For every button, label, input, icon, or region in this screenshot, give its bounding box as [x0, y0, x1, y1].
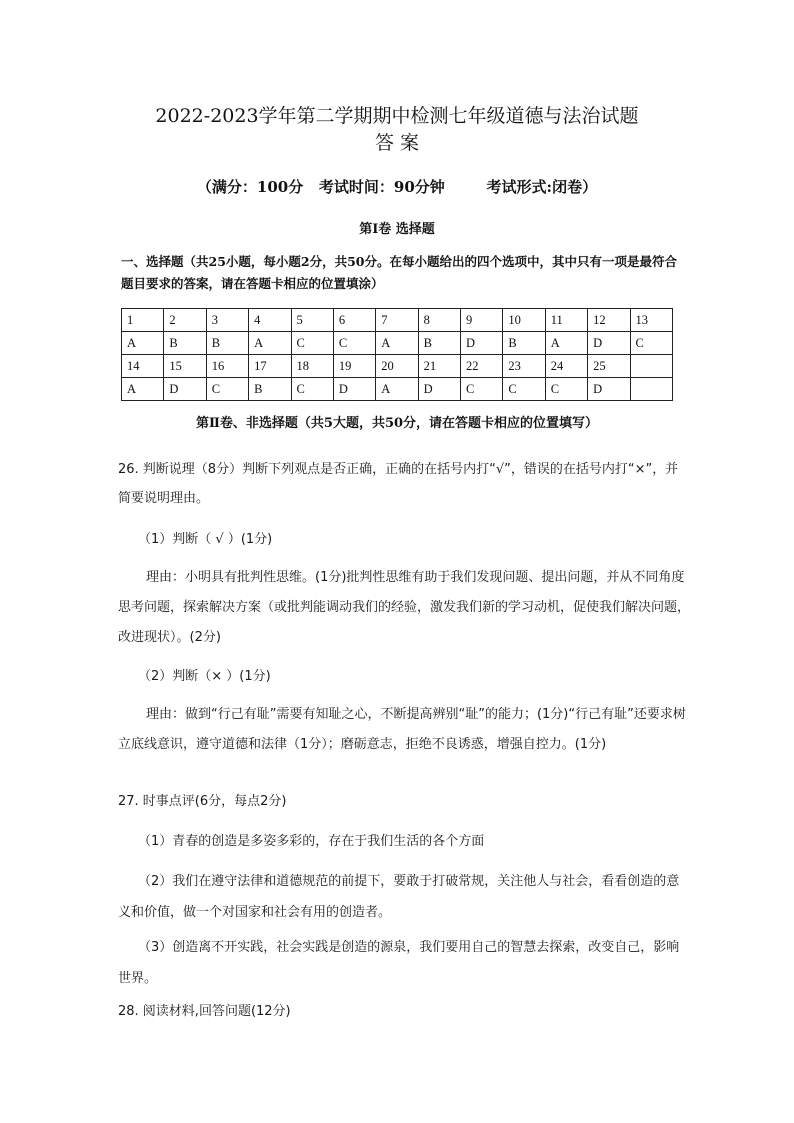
- answer-cell: C: [291, 378, 333, 401]
- answer-cell: B: [249, 378, 291, 401]
- question-number-cell: 9: [461, 309, 503, 332]
- answer-cell: C: [333, 332, 375, 355]
- question-number-cell: 25: [588, 355, 630, 378]
- question-number-cell: 4: [249, 309, 291, 332]
- question-number-cell: 5: [291, 309, 333, 332]
- q26-reason-1: 理由：小明具有批判性思维。(1分)批判性思维有助于我们发现问题、提出问题，并从不同角度思考问题，探索解决方案（或批判能调动我们的经验，激发我们新的学习动机，促使我们解决问题，改进现状）。(2分): [118, 570, 691, 645]
- question-number-cell: 15: [164, 355, 206, 378]
- answer-cell: A: [249, 332, 291, 355]
- answer-cell: C: [545, 378, 587, 401]
- question-number-cell: 21: [418, 355, 460, 378]
- question-number-cell: 22: [461, 355, 503, 378]
- answer-cell: B: [206, 332, 248, 355]
- question-number-cell: 12: [588, 309, 630, 332]
- answer-cell: C: [206, 378, 248, 401]
- document-subtitle: 答 案: [374, 132, 420, 154]
- question-number-cell: 18: [291, 355, 333, 378]
- question-number-cell: 3: [206, 309, 248, 332]
- question-number-cell: 19: [333, 355, 375, 378]
- question-number-cell: 24: [545, 355, 587, 378]
- answer-cell: C: [503, 378, 545, 401]
- question-number-cell: 6: [333, 309, 375, 332]
- q26-judge-1: （1）判断（ √ ）(1分): [138, 532, 273, 547]
- part1-instructions: 一、选择题（共25小题，每小题2分，共50分。在每小题给出的四个选项中，其中只有一项是最符合题目要求的答案，请在答题卡相应的位置填涂）: [121, 254, 677, 291]
- answer-cell: A: [376, 332, 418, 355]
- answer-cell: D: [418, 378, 460, 401]
- answer-cell: A: [122, 378, 164, 401]
- answer-cell: [630, 378, 673, 401]
- question-number-cell: 1: [122, 309, 164, 332]
- question-number-cell: 10: [503, 309, 545, 332]
- question-number-cell: 7: [376, 309, 418, 332]
- q27-prompt: 27. 时事点评(6分，每点2分): [118, 794, 287, 809]
- question-number-cell: 2: [164, 309, 206, 332]
- q27-answer-3: （3）创造离不开实践，社会实践是创造的源泉，我们要用自己的智慧去探索，改变自己，影响世界。: [118, 940, 680, 986]
- table-row: [122, 309, 673, 332]
- q27-answer-2: （2）我们在遵守法律和道德规范的前提下，要敢于打破常规，关注他人与社会，看看创造的意义和价值，做一个对国家和社会有用的创造者。: [118, 874, 680, 920]
- answer-cell: B: [164, 332, 206, 355]
- answer-cell: D: [588, 378, 630, 401]
- document-title: 2022-2023学年第二学期期中检测七年级道德与法治试题: [155, 105, 639, 127]
- question-number-cell: 23: [503, 355, 545, 378]
- exam-meta: （满分：100分 考试时间：90分钟 考试形式:闭卷）: [196, 178, 598, 196]
- answer-cell: C: [461, 378, 503, 401]
- question-number-cell: 11: [545, 309, 587, 332]
- table-row: [122, 355, 673, 378]
- question-number-cell: 20: [376, 355, 418, 378]
- q26-reason-2: 理由：做到“行己有耻”需要有知耻之心，不断提高辨别“耻”的能力；(1分)“行己有耻”还要求树立底线意识，遵守道德和法律（1分）；磨砺意志，拒绝不良诱惑，增强自控力。(1分): [118, 707, 686, 752]
- answer-cell: B: [503, 332, 545, 355]
- question-number-cell: 13: [630, 309, 673, 332]
- part2-title: 第Ⅱ卷、非选择题（共5大题，共50分，请在答题卡相应的位置填写）: [195, 416, 599, 431]
- answer-cell: C: [630, 332, 673, 355]
- q26-prompt: 26. 判断说理（8分）判断下列观点是否正确，正确的在括号内打“√”，错误的在括号内打“×”，并简要说明理由。: [118, 462, 679, 506]
- question-number-cell: 17: [249, 355, 291, 378]
- question-number-cell: 16: [206, 355, 248, 378]
- question-number-cell: [630, 355, 673, 378]
- answer-cell: D: [164, 378, 206, 401]
- table-row: [122, 378, 673, 401]
- table-row: [122, 332, 673, 355]
- answer-cell: A: [122, 332, 164, 355]
- answer-cell: D: [333, 378, 375, 401]
- part1-title: 第Ⅰ卷 选择题: [359, 222, 435, 237]
- answer-cell: A: [376, 378, 418, 401]
- answer-cell: A: [545, 332, 587, 355]
- answer-cell: C: [291, 332, 333, 355]
- answer-table: [121, 308, 673, 401]
- q26-judge-2: （2）判断（× ）(1分): [138, 669, 271, 684]
- answer-cell: B: [418, 332, 460, 355]
- answer-cell: D: [461, 332, 503, 355]
- q27-answer-1: （1）青春的创造是多姿多彩的，存在于我们生活的各个方面: [138, 834, 485, 849]
- q28-prompt: 28. 阅读材料,回答问题(12分): [118, 1004, 291, 1019]
- question-number-cell: 8: [418, 309, 460, 332]
- answer-cell: D: [588, 332, 630, 355]
- question-number-cell: 14: [122, 355, 164, 378]
